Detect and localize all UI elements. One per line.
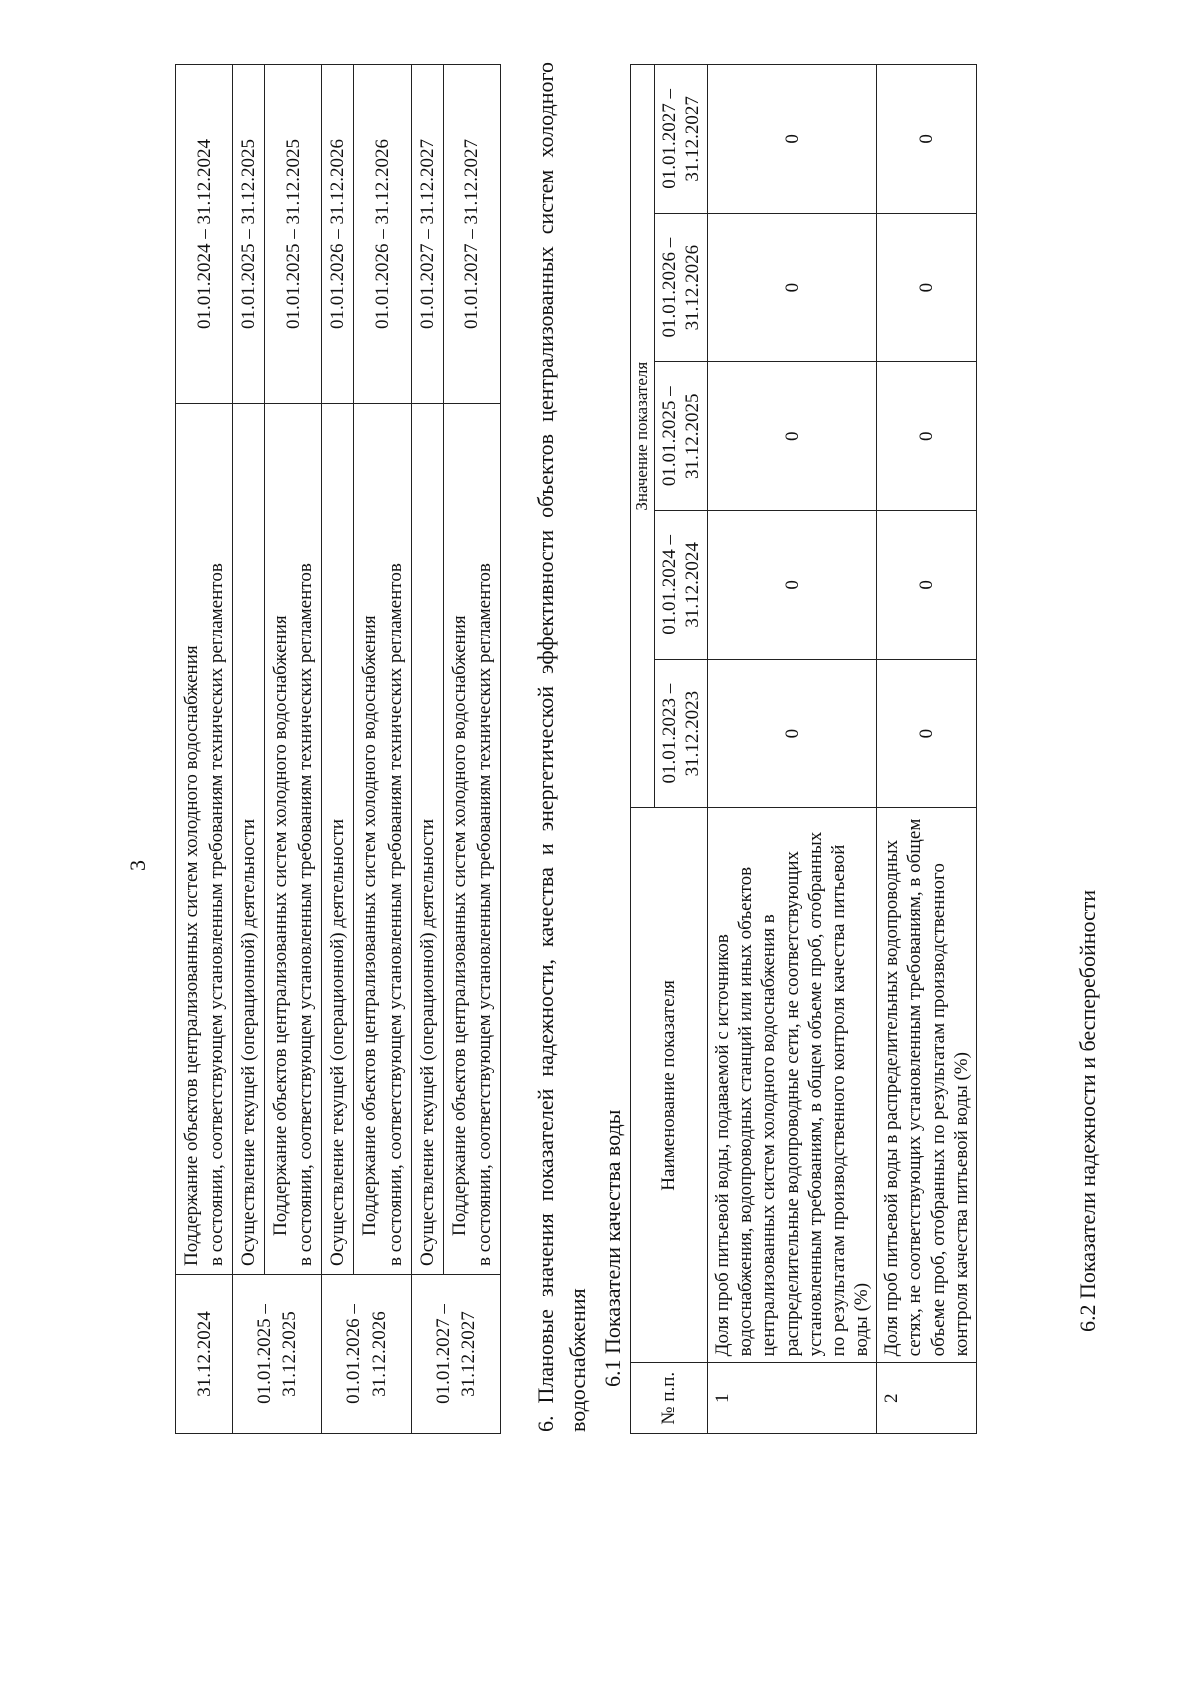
column-header-number: № п.п. [631,1363,708,1434]
indicator-value: 0 [708,213,877,362]
activities-table [175,64,501,1434]
column-header-period: 01.01.2024 – 31.12.2024 [654,511,707,660]
activity-line: Поддержание объектов централизованных систем холодного водоснабжения [448,615,470,1236]
indicator-value: 0 [877,213,977,362]
subsection-6-1-title: 6.1 Показатели качества воды [600,1109,625,1387]
operation-cell: Осуществление текущей (операционной) деятельности [233,404,265,1275]
page-number: 3 [125,860,150,871]
indicator-name: Доля проб питьевой воды, подаваемой с источников водоснабжения, водопроводных станций или иных объектов централизованных систем холодного водоснабжения в распределительные водопроводные сети, не соответствующих установленным требованиям, в общем объеме проб, отобранных по результатам производственного контроля качества питьевой воды (%) [708,808,877,1363]
range-cell: 01.01.2027 – 31.12.2027 [411,65,443,404]
table-row [443,65,500,1434]
activity-line: в состоянии, соответствующем установленным требованиям технических регламентов [384,563,406,1266]
activity-line: Поддержание объектов централизованных систем холодного водоснабжения [270,615,292,1236]
indicator-name: Доля проб питьевой воды в распределительных водопроводных сетях, не соответствующих установленным требованиям, в общем объеме проб, отобранных по результатам производственного контроля качества питьевой воды (%) [877,808,977,1363]
range-cell: 01.01.2025 – 31.12.2025 [265,65,322,404]
table-row [265,65,322,1434]
indicator-value: 0 [877,362,977,511]
activity-cell [176,404,233,1275]
activity-line: в состоянии, соответствующем установленным требованиям технических регламентов [473,563,495,1266]
column-header-period: 01.01.2023 – 31.12.2023 [654,659,707,808]
activity-cell [443,404,500,1275]
table-row [233,65,265,1434]
indicator-value: 0 [708,659,877,808]
range-cell: 01.01.2024 – 31.12.2024 [176,65,233,404]
indicator-value: 0 [708,511,877,660]
operation-cell: Осуществление текущей (операционной) деятельности [322,404,354,1275]
period-cell: 01.01.2025 – 31.12.2025 [233,1275,322,1434]
table-row [354,65,411,1434]
column-header-values-group: Значение показателя [631,65,655,808]
row-number: 2 [877,1363,977,1434]
indicator-value: 0 [877,659,977,808]
subsection-6-2-title: 6.2 Показатели надежности и бесперебойности [1075,889,1100,1332]
range-cell: 01.01.2025 – 31.12.2025 [233,65,265,404]
period-cell: 01.01.2027 – 31.12.2027 [411,1275,500,1434]
activity-cell [265,404,322,1275]
row-number: 1 [708,1363,877,1434]
column-header-period: 01.01.2025 – 31.12.2025 [654,362,707,511]
range-cell: 01.01.2027 – 31.12.2027 [443,65,500,404]
column-header-name: Наименование показателя [631,808,708,1363]
column-header-period: 01.01.2027 – 31.12.2027 [654,65,707,214]
indicator-value: 0 [877,65,977,214]
operation-cell: Осуществление текущей (операционной) деятельности [411,404,443,1275]
table-row [176,65,233,1434]
period-cell: 31.12.2024 [176,1275,233,1434]
activity-line: в состоянии, соответствующем установленным требованиям технических регламентов [295,563,317,1266]
section-6-heading: 6. Плановые значения показателей надежности, качества и энергетической эффективности объектов централизованных систем холодного водоснабжения [533,62,590,1432]
range-cell: 01.01.2026 – 31.12.2026 [354,65,411,404]
activity-line: в состоянии, соответствующем установленным требованиям технических регламентов [206,563,228,1266]
activity-cell [354,404,411,1275]
indicator-value: 0 [708,65,877,214]
table-row [877,65,977,1434]
indicator-value: 0 [708,362,877,511]
table-row [322,65,354,1434]
table-row [411,65,443,1434]
range-cell: 01.01.2026 – 31.12.2026 [322,65,354,404]
activity-line: Поддержание объектов централизованных систем холодного водоснабжения [359,615,381,1236]
indicator-value: 0 [877,511,977,660]
header-row [631,65,655,1434]
water-quality-table [630,64,977,1434]
table-row [708,65,877,1434]
period-cell: 01.01.2026 – 31.12.2026 [322,1275,411,1434]
column-header-period: 01.01.2026 – 31.12.2026 [654,213,707,362]
activity-line: Поддержание объектов централизованных систем холодного водоснабжения [181,645,202,1266]
